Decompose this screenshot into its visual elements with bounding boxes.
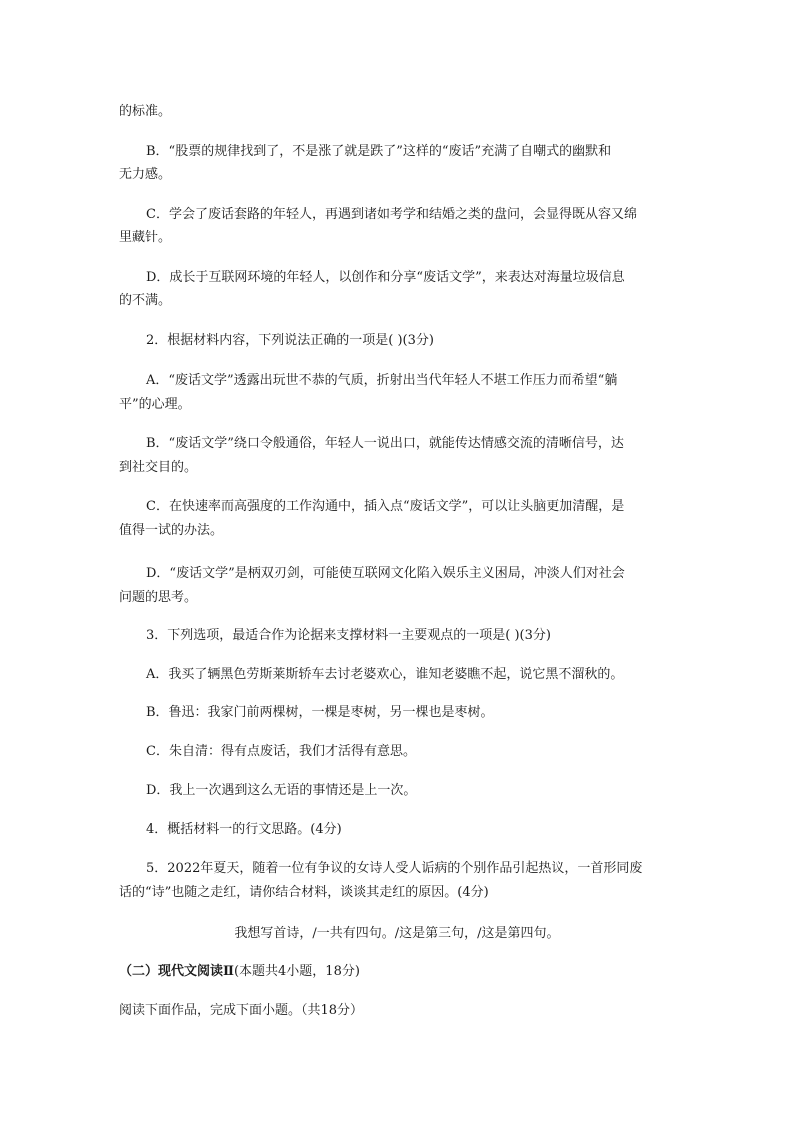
q3-option-c: C．朱自清：得有点废话，我们才活得有意思。 — [146, 744, 416, 759]
option-b-line-2: 无力感。 — [119, 167, 172, 182]
option-c-line-2: 里藏针。 — [119, 230, 172, 245]
section-info: (本题共4小题，18分) — [233, 964, 360, 979]
question-3: 3．下列选项，最适合作为论据来支撑材料一主要观点的一项是( )(3分) — [146, 628, 551, 643]
option-d-line-1: D．成长于互联网环境的年轻人，以创作和分享“废话文学”，来表达对海量垃圾信息 — [146, 270, 625, 285]
option-b-line-1: B．“股票的规律找到了，不是涨了就是跌了”这样的“废话”充满了自嘲式的幽默和 — [146, 144, 612, 159]
q3-option-a: A．我买了辆黑色劳斯莱斯轿车去讨老婆欢心，谁知老婆瞧不起，说它黑不溜秋的。 — [146, 667, 624, 682]
section-heading — [119, 960, 360, 983]
q2-option-b-line-2: 到社交目的。 — [119, 460, 198, 475]
q2-option-a-line-2: 平”的心理。 — [119, 397, 191, 412]
question-5-line-1: 5．2022年夏天，随着一位有争议的女诗人受人诟病的个别作品引起热议，一首形同废 — [146, 861, 643, 876]
text-line: 的标准。 — [119, 104, 172, 119]
q2-option-c-line-1: C．在快速率而高强度的工作沟通中，插入点“废话文学”，可以让头脑更加清醒，是 — [146, 499, 625, 514]
option-d-line-2: 的不满。 — [119, 293, 172, 308]
question-4: 4．概括材料一的行文思路。(4分) — [146, 822, 342, 837]
section-title: （二）现代文阅读Ⅱ — [119, 964, 234, 979]
q3-option-d: D．我上一次遇到这么无语的事情还是上一次。 — [146, 783, 417, 798]
question-2: 2．根据材料内容，下列说法正确的一项是( )(3分) — [146, 333, 434, 348]
reading-instruction: 阅读下面作品，完成下面小题。（共18分） — [119, 1003, 364, 1018]
q2-option-c-line-2: 值得一试的办法。 — [119, 523, 224, 538]
q3-option-b: B．鲁迅：我家门前两棵树，一棵是枣树，另一棵也是枣树。 — [146, 705, 494, 720]
q2-option-b-line-1: B．“废话文学”绕口令般通俗，年轻人一说出口，就能传达情感交流的清晰信号，达 — [146, 436, 624, 451]
poem-quote: 我想写首诗，/一共有四句。/这是第三句，/这是第四句。 — [234, 926, 560, 941]
option-c-line-1: C．学会了废话套路的年轻人，再遇到诸如考学和结婚之类的盘问，会显得既从容又绵 — [146, 207, 637, 222]
q2-option-a-line-1: A．“废话文学”透露出玩世不恭的气质，折射出当代年轻人不堪工作压力而希望“躺 — [146, 373, 618, 388]
question-5-line-2: 话的“诗”也随之走红，请你结合材料，谈谈其走红的原因。(4分) — [119, 885, 489, 900]
q2-option-d-line-2: 问题的思考。 — [119, 590, 198, 605]
q2-option-d-line-1: D．“废话文学”是柄双刃剑，可能使互联网文化陷入娱乐主义困局，冲淡人们对社会 — [146, 566, 625, 581]
